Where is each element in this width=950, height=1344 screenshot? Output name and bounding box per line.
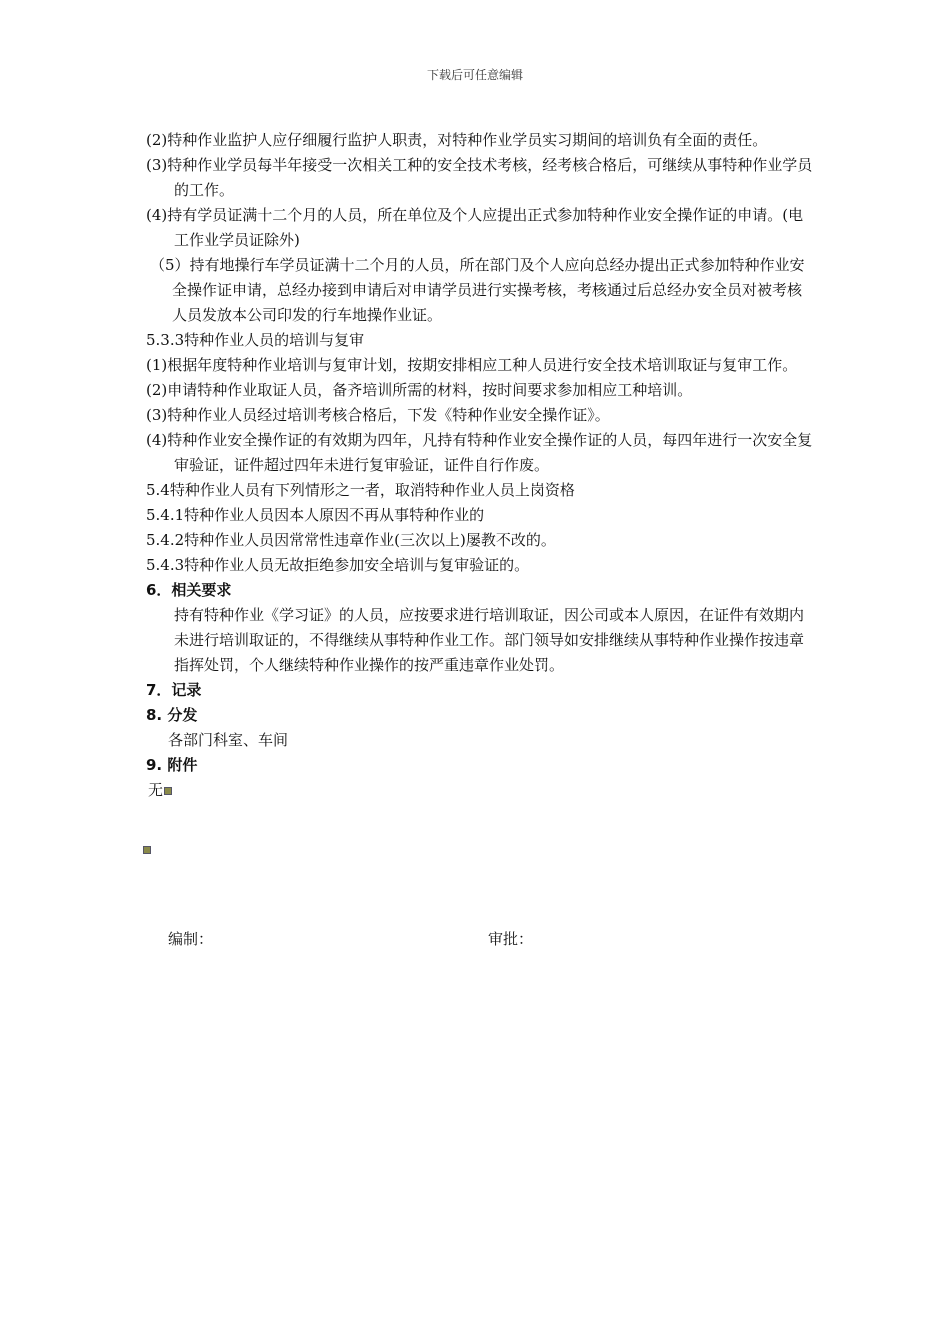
approved-by-label: 审批： <box>488 930 534 948</box>
paragraph: 5.4.2特种作业人员因常常性违章作业(三次以上)屡教不改的。 <box>146 531 556 549</box>
document-body <box>146 128 814 803</box>
paragraph: (3)特种作业学员每半年接受一次相关工种的安全技术考核，经考核合格后，可继续从事特种作业学员的工作。 <box>146 156 813 199</box>
section-heading-9: 9. 附件 <box>146 756 198 774</box>
paragraph: （5）持有地操行车学员证满十二个月的人员，所在部门及个人应向总经办提出正式参加特种作业安全操作证申请，总经办接到申请后对申请学员进行实操考核，考核通过后总经办安全员对被考核人员发放本公司印发的行车地操作业证。 <box>150 256 805 324</box>
anchor-marker-icon <box>164 787 172 795</box>
prepared-by-label: 编制： <box>168 930 214 948</box>
anchor-marker-icon <box>143 846 151 854</box>
paragraph: (4)持有学员证满十二个月的人员，所在单位及个人应提出正式参加特种作业安全操作证的申请。(电工作业学员证除外) <box>146 206 804 249</box>
paragraph: 持有特种作业《学习证》的人员，应按要求进行培训取证，因公司或本人原因，在证件有效期内未进行培训取证的，不得继续从事特种作业工作。部门领导如安排继续从事特种作业操作按违章指挥处罚，个人继续特种作业操作的按严重违章作业处罚。 <box>174 606 805 674</box>
paragraph: 5.4.3特种作业人员无故拒绝参加安全培训与复审验证的。 <box>146 556 530 574</box>
section-heading-6: 6．相关要求 <box>146 581 232 599</box>
section-heading-7: 7．记录 <box>146 681 202 699</box>
attachment-line <box>146 778 814 803</box>
distribution-text: 各部门科室、车间 <box>168 731 289 749</box>
attachment-text: 无 <box>148 781 164 799</box>
section-heading-8: 8. 分发 <box>146 706 198 724</box>
paragraph: (4)特种作业安全操作证的有效期为四年，凡持有特种作业安全操作证的人员，每四年进行一次安全复审验证，证件超过四年未进行复审验证，证件自行作废。 <box>146 431 813 474</box>
page-header: 下载后可任意编辑 <box>426 68 523 82</box>
paragraph: 5.4.1特种作业人员因本人原因不再从事特种作业的 <box>146 506 485 524</box>
section-heading-5-3-3: 5.3.3特种作业人员的培训与复审 <box>146 331 365 349</box>
paragraph: (2)特种作业监护人应仔细履行监护人职责，对特种作业学员实习期间的培训负有全面的责任。 <box>146 131 768 149</box>
paragraph: (2)申请特种作业取证人员，备齐培训所需的材料，按时间要求参加相应工种培训。 <box>146 381 693 399</box>
paragraph: (3)特种作业人员经过培训考核合格后，下发《特种作业安全操作证》。 <box>146 406 610 424</box>
section-heading-5-4: 5.4特种作业人员有下列情形之一者，取消特种作业人员上岗资格 <box>146 481 575 499</box>
paragraph: (1)根据年度特种作业培训与复审计划，按期安排相应工种人员进行安全技术培训取证与复审工作。 <box>146 356 798 374</box>
